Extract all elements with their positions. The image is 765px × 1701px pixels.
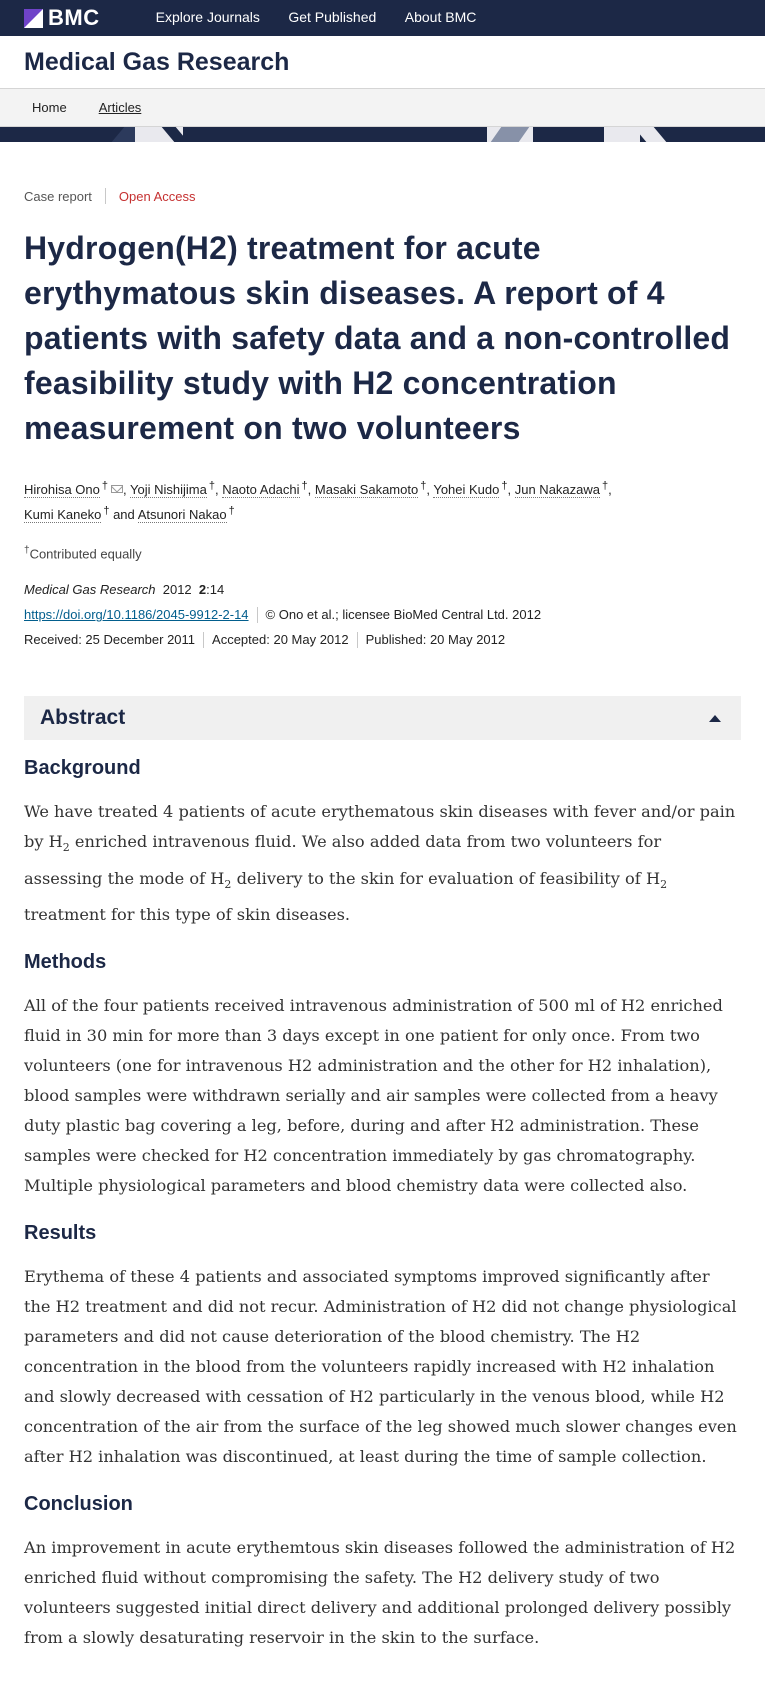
conclusion-heading: Conclusion xyxy=(24,1492,133,1515)
author-link[interactable]: Yoji Nishijima xyxy=(130,482,207,497)
citation-volume: 2 xyxy=(198,582,207,598)
author-list: Hirohisa Ono † , Yoji Nishijima †, Naoto Adachi †, Masaki Sakamoto †, Yohei Kudo †, Jun Nakazawa †, Kumi Kaneko † and Atsunori Nakao † xyxy=(24,479,612,522)
accepted-date: Accepted: 20 May 2012 xyxy=(212,632,349,648)
background-text: We have treated 4 patients of acute erythematous skin diseases with fever and/or pain by $H_2$ enriched intravenous fluid. We also added data from two volunteers for assessing the mode of $H_2$ delivery to the skin for evaluation of feasibility of $H_2$ treatment for this type of skin diseases. xyxy=(24,802,736,924)
nav-explore-journals[interactable]: Explore Journals xyxy=(155,9,260,25)
nav-get-published[interactable]: Get Published xyxy=(288,9,377,25)
author-link[interactable]: Kumi Kaneko xyxy=(24,507,102,522)
article-content xyxy=(0,188,765,1653)
author-link[interactable]: Masaki Sakamoto xyxy=(314,482,419,497)
citation-journal: Medical Gas Research xyxy=(24,582,156,598)
author-link[interactable]: Hirohisa Ono xyxy=(24,482,100,497)
citation-article-number: :14 xyxy=(206,582,225,598)
nav-about-bmc[interactable]: About BMC xyxy=(404,9,477,25)
author-link[interactable]: Yohei Kudo xyxy=(433,482,500,497)
methods-text: All of the four patients received intravenous administration of 500 ml of H2 enriched fluid in 30 min for more than 3 days except in one patient for only once. From two volunteers (one for intravenous H2 administration and the other for H2 inhalation), blood samples were withdrawn serially and air samples were collected from a heavy duty plastic bag covering a leg, before, during and after H2 administration. These samples were checked for H2 concentration immediately by gas chromatography. Multiple physiological parameters and blood chemistry data were collected also. xyxy=(24,995,723,1195)
journal-nav xyxy=(0,89,765,127)
bmc-logo-icon xyxy=(24,9,43,28)
open-access-badge: Open Access xyxy=(118,188,196,204)
methods-heading: Methods xyxy=(24,950,107,973)
caret-up-icon[interactable] xyxy=(709,715,721,722)
author-link[interactable]: Jun Nakazawa xyxy=(514,482,601,497)
background-heading: Background xyxy=(24,757,141,780)
journal-title[interactable]: Medical Gas Research xyxy=(24,47,290,76)
article-type: Case report xyxy=(24,188,92,204)
published-date: Published: 20 May 2012 xyxy=(365,632,506,648)
decorative-banner xyxy=(0,127,765,142)
doi-link[interactable]: https://doi.org/10.1186/2045-9912-2-14 xyxy=(24,607,249,623)
subnav-home[interactable]: Home xyxy=(32,100,67,115)
received-date: Received: 25 December 2011 xyxy=(24,632,196,648)
global-nav xyxy=(156,9,501,27)
global-header xyxy=(0,0,765,36)
abstract-section xyxy=(24,696,741,1652)
contribution-note: †Contributed equally xyxy=(24,545,142,562)
article-title: Hydrogen(H2) treatment for acute erythymatous skin diseases. A report of 4 patients with safety data and a non-controlled feasibility study with H2 concentration measurement on two volunteers xyxy=(24,230,731,446)
results-heading: Results xyxy=(24,1221,97,1244)
divider xyxy=(105,188,106,204)
author-link[interactable]: Atsunori Nakao xyxy=(137,507,227,522)
abstract-heading: Abstract xyxy=(40,706,126,730)
results-text: Erythema of these 4 patients and associated symptoms improved significantly after the H2 treatment and did not recur. Administration of H2 did not change physiological parameters and did not cause deterioration of the blood chemistry. The H2 concentration in the blood from the volunteers rapidly increased with H2 inhalation and slowly decreased with cessation of H2 particularly in the venous blood, while H2 concentration of the air from the surface of the leg showed much slower changes even after H2 inhalation was discontinued, at least during the time of sample collection. xyxy=(24,1266,737,1466)
article-meta xyxy=(24,188,741,204)
bmc-logo[interactable]: BMC xyxy=(24,5,100,31)
email-icon[interactable] xyxy=(111,485,123,493)
citation-year: 2012 xyxy=(162,582,192,598)
journal-header xyxy=(0,36,765,89)
citation-block xyxy=(24,577,741,652)
copyright: © Ono et al.; licensee BioMed Central Ltd. 2012 xyxy=(265,607,542,623)
conclusion-text: An improvement in acute erythemtous skin diseases followed the administration of H2 enriched fluid without compromising the safety. The H2 delivery study of two volunteers suggested initial direct delivery and additional prolonged delivery possibly from a slowly desaturating reservoir in the skin to the surface. xyxy=(24,1537,736,1647)
subnav-articles[interactable]: Articles xyxy=(98,100,142,115)
abstract-toggle[interactable] xyxy=(24,696,741,740)
author-link[interactable]: Naoto Adachi xyxy=(222,482,300,497)
